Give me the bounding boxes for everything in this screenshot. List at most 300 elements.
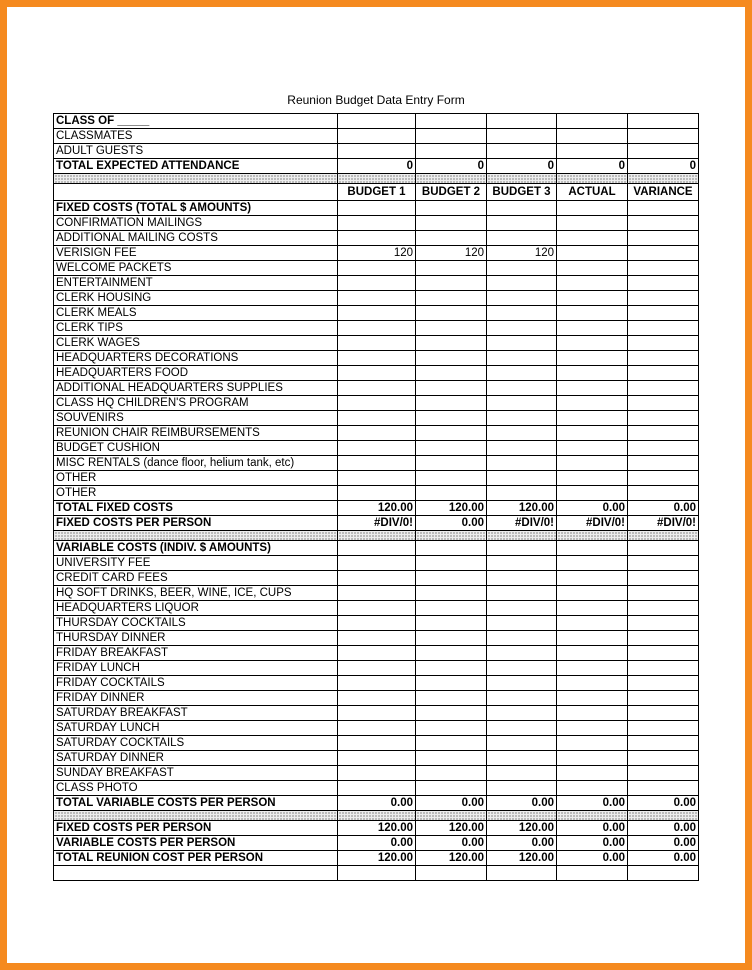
value-cell[interactable]: 120.00 bbox=[338, 501, 416, 516]
value-cell[interactable] bbox=[557, 231, 628, 246]
value-cell[interactable] bbox=[628, 691, 699, 706]
value-cell[interactable] bbox=[557, 291, 628, 306]
value-cell[interactable] bbox=[338, 676, 416, 691]
value-cell[interactable] bbox=[416, 396, 487, 411]
table-row bbox=[54, 486, 699, 501]
value-cell[interactable] bbox=[628, 246, 699, 261]
divider-cell bbox=[54, 811, 338, 821]
divider-cell bbox=[54, 174, 338, 184]
value-cell[interactable] bbox=[557, 351, 628, 366]
value-cell[interactable] bbox=[487, 201, 557, 216]
value-cell[interactable] bbox=[557, 486, 628, 501]
row-label: MISC RENTALS (dance floor, helium tank, etc) bbox=[54, 456, 338, 471]
value-cell[interactable]: 120.00 bbox=[338, 821, 416, 836]
row-label: TOTAL EXPECTED ATTENDANCE bbox=[54, 159, 338, 174]
value-cell[interactable] bbox=[628, 426, 699, 441]
table-row bbox=[54, 866, 699, 881]
value-cell[interactable] bbox=[487, 601, 557, 616]
value-cell[interactable] bbox=[487, 291, 557, 306]
value-cell[interactable] bbox=[628, 556, 699, 571]
table-row bbox=[54, 381, 699, 396]
value-cell[interactable] bbox=[416, 381, 487, 396]
value-cell[interactable] bbox=[338, 706, 416, 721]
value-cell[interactable] bbox=[557, 306, 628, 321]
table-row bbox=[54, 501, 699, 516]
value-cell[interactable]: 0.00 bbox=[628, 851, 699, 866]
value-cell[interactable] bbox=[487, 721, 557, 736]
value-cell[interactable] bbox=[628, 291, 699, 306]
value-cell[interactable] bbox=[416, 411, 487, 426]
value-cell[interactable] bbox=[416, 766, 487, 781]
value-cell[interactable] bbox=[416, 321, 487, 336]
value-cell[interactable] bbox=[338, 441, 416, 456]
value-cell[interactable] bbox=[557, 336, 628, 351]
section-divider-row bbox=[54, 174, 699, 184]
row-label: ADULT GUESTS bbox=[54, 144, 338, 159]
row-label: FIXED COSTS PER PERSON bbox=[54, 821, 338, 836]
value-cell[interactable] bbox=[557, 721, 628, 736]
value-cell[interactable] bbox=[338, 721, 416, 736]
value-cell[interactable] bbox=[338, 541, 416, 556]
value-cell[interactable] bbox=[487, 261, 557, 276]
value-cell[interactable]: 0.00 bbox=[557, 836, 628, 851]
row-label: VERISIGN FEE bbox=[54, 246, 338, 261]
value-cell[interactable] bbox=[338, 736, 416, 751]
value-cell[interactable]: 0.00 bbox=[628, 501, 699, 516]
divider-cell bbox=[54, 531, 338, 541]
value-cell[interactable]: #DIV/0! bbox=[487, 516, 557, 531]
value-cell[interactable]: 0.00 bbox=[557, 851, 628, 866]
value-cell[interactable] bbox=[338, 321, 416, 336]
value-cell[interactable] bbox=[557, 751, 628, 766]
table-row bbox=[54, 751, 699, 766]
value-cell[interactable] bbox=[557, 129, 628, 144]
section-divider-row bbox=[54, 811, 699, 821]
value-cell[interactable] bbox=[557, 456, 628, 471]
value-cell[interactable] bbox=[628, 411, 699, 426]
value-cell[interactable] bbox=[628, 706, 699, 721]
row-label: CLERK HOUSING bbox=[54, 291, 338, 306]
value-cell[interactable] bbox=[487, 426, 557, 441]
value-cell[interactable] bbox=[338, 556, 416, 571]
value-cell[interactable] bbox=[487, 321, 557, 336]
value-cell[interactable]: 0 bbox=[338, 159, 416, 174]
value-cell[interactable] bbox=[557, 556, 628, 571]
value-cell[interactable] bbox=[557, 471, 628, 486]
value-cell[interactable]: #DIV/0! bbox=[338, 516, 416, 531]
value-cell[interactable] bbox=[487, 129, 557, 144]
value-cell[interactable] bbox=[628, 866, 699, 881]
value-cell[interactable] bbox=[416, 276, 487, 291]
value-cell[interactable] bbox=[628, 114, 699, 129]
row-label: ADDITIONAL MAILING COSTS bbox=[54, 231, 338, 246]
table-row bbox=[54, 691, 699, 706]
value-cell[interactable] bbox=[338, 456, 416, 471]
value-cell[interactable] bbox=[338, 866, 416, 881]
value-cell[interactable]: 0.00 bbox=[557, 821, 628, 836]
value-cell[interactable] bbox=[628, 261, 699, 276]
value-cell[interactable]: 0.00 bbox=[416, 516, 487, 531]
value-cell[interactable] bbox=[416, 751, 487, 766]
budget-table-body bbox=[54, 114, 699, 881]
value-cell[interactable] bbox=[557, 441, 628, 456]
value-cell[interactable] bbox=[628, 441, 699, 456]
value-cell[interactable] bbox=[487, 216, 557, 231]
row-label: BUDGET CUSHION bbox=[54, 441, 338, 456]
value-cell[interactable] bbox=[338, 661, 416, 676]
divider-cell bbox=[628, 174, 699, 184]
value-cell[interactable]: #DIV/0! bbox=[628, 516, 699, 531]
value-cell[interactable] bbox=[487, 781, 557, 796]
value-cell[interactable] bbox=[416, 201, 487, 216]
value-cell[interactable] bbox=[416, 216, 487, 231]
value-cell[interactable] bbox=[416, 721, 487, 736]
table-row bbox=[54, 129, 699, 144]
value-cell[interactable] bbox=[416, 351, 487, 366]
value-cell[interactable] bbox=[628, 586, 699, 601]
value-cell[interactable] bbox=[338, 381, 416, 396]
value-cell[interactable] bbox=[557, 276, 628, 291]
value-cell[interactable] bbox=[628, 321, 699, 336]
value-cell[interactable] bbox=[487, 646, 557, 661]
value-cell[interactable] bbox=[416, 486, 487, 501]
value-cell[interactable] bbox=[416, 676, 487, 691]
row-label: VARIABLE COSTS PER PERSON bbox=[54, 836, 338, 851]
value-cell[interactable] bbox=[628, 631, 699, 646]
value-cell[interactable] bbox=[416, 129, 487, 144]
table-row bbox=[54, 231, 699, 246]
value-cell[interactable] bbox=[628, 676, 699, 691]
value-cell[interactable]: 0.00 bbox=[416, 836, 487, 851]
value-cell[interactable] bbox=[416, 646, 487, 661]
value-cell[interactable] bbox=[487, 586, 557, 601]
value-cell[interactable] bbox=[338, 411, 416, 426]
value-cell[interactable] bbox=[557, 691, 628, 706]
value-cell[interactable]: 120 bbox=[416, 246, 487, 261]
value-cell[interactable] bbox=[487, 736, 557, 751]
value-cell[interactable] bbox=[338, 571, 416, 586]
value-cell[interactable] bbox=[416, 291, 487, 306]
value-cell[interactable] bbox=[628, 129, 699, 144]
value-cell[interactable] bbox=[416, 631, 487, 646]
value-cell[interactable] bbox=[487, 571, 557, 586]
value-cell[interactable]: #DIV/0! bbox=[557, 516, 628, 531]
row-label: SATURDAY COCKTAILS bbox=[54, 736, 338, 751]
value-cell[interactable] bbox=[557, 676, 628, 691]
value-cell[interactable] bbox=[487, 486, 557, 501]
column-header: BUDGET 2 bbox=[416, 184, 487, 201]
value-cell[interactable] bbox=[557, 631, 628, 646]
value-cell[interactable] bbox=[487, 676, 557, 691]
value-cell[interactable] bbox=[416, 866, 487, 881]
row-label: HEADQUARTERS LIQUOR bbox=[54, 601, 338, 616]
value-cell[interactable] bbox=[628, 216, 699, 231]
value-cell[interactable] bbox=[338, 366, 416, 381]
value-cell[interactable] bbox=[557, 144, 628, 159]
value-cell[interactable] bbox=[628, 571, 699, 586]
row-label: WELCOME PACKETS bbox=[54, 261, 338, 276]
table-row bbox=[54, 781, 699, 796]
value-cell[interactable] bbox=[557, 866, 628, 881]
value-cell[interactable] bbox=[487, 691, 557, 706]
value-cell[interactable]: 120.00 bbox=[338, 851, 416, 866]
value-cell[interactable] bbox=[628, 306, 699, 321]
value-cell[interactable] bbox=[416, 231, 487, 246]
value-cell[interactable] bbox=[416, 441, 487, 456]
value-cell[interactable] bbox=[487, 396, 557, 411]
value-cell[interactable] bbox=[557, 706, 628, 721]
value-cell[interactable] bbox=[416, 691, 487, 706]
value-cell[interactable] bbox=[628, 396, 699, 411]
value-cell[interactable] bbox=[487, 351, 557, 366]
value-cell[interactable] bbox=[416, 556, 487, 571]
value-cell[interactable] bbox=[338, 114, 416, 129]
value-cell[interactable]: 0.00 bbox=[416, 796, 487, 811]
value-cell[interactable] bbox=[416, 601, 487, 616]
value-cell[interactable] bbox=[338, 351, 416, 366]
row-label: SATURDAY LUNCH bbox=[54, 721, 338, 736]
table-row bbox=[54, 441, 699, 456]
value-cell[interactable] bbox=[338, 291, 416, 306]
value-cell[interactable]: 0.00 bbox=[628, 836, 699, 851]
value-cell[interactable] bbox=[416, 661, 487, 676]
value-cell[interactable] bbox=[338, 276, 416, 291]
value-cell[interactable]: 120.00 bbox=[487, 851, 557, 866]
value-cell[interactable] bbox=[557, 616, 628, 631]
value-cell[interactable]: 0.00 bbox=[557, 796, 628, 811]
table-row bbox=[54, 366, 699, 381]
value-cell[interactable]: 0.00 bbox=[487, 796, 557, 811]
divider-cell bbox=[416, 531, 487, 541]
value-cell[interactable]: 0 bbox=[628, 159, 699, 174]
value-cell[interactable] bbox=[338, 261, 416, 276]
value-cell[interactable] bbox=[487, 456, 557, 471]
row-label: ADDITIONAL HEADQUARTERS SUPPLIES bbox=[54, 381, 338, 396]
value-cell[interactable] bbox=[487, 336, 557, 351]
value-cell[interactable]: 0 bbox=[557, 159, 628, 174]
value-cell[interactable] bbox=[557, 261, 628, 276]
table-row bbox=[54, 721, 699, 736]
table-row bbox=[54, 351, 699, 366]
value-cell[interactable]: 120.00 bbox=[416, 501, 487, 516]
value-cell[interactable] bbox=[338, 216, 416, 231]
table-row bbox=[54, 291, 699, 306]
row-label: REUNION CHAIR REIMBURSEMENTS bbox=[54, 426, 338, 441]
value-cell[interactable]: 0.00 bbox=[487, 836, 557, 851]
value-cell[interactable] bbox=[416, 781, 487, 796]
value-cell[interactable] bbox=[487, 751, 557, 766]
value-cell[interactable] bbox=[557, 114, 628, 129]
value-cell[interactable] bbox=[628, 751, 699, 766]
table-row bbox=[54, 246, 699, 261]
value-cell[interactable] bbox=[557, 216, 628, 231]
value-cell[interactable] bbox=[416, 471, 487, 486]
value-cell[interactable] bbox=[628, 351, 699, 366]
value-cell[interactable] bbox=[557, 426, 628, 441]
value-cell[interactable]: 0 bbox=[487, 159, 557, 174]
divider-cell bbox=[487, 531, 557, 541]
value-cell[interactable] bbox=[628, 736, 699, 751]
value-cell[interactable] bbox=[338, 231, 416, 246]
value-cell[interactable] bbox=[338, 751, 416, 766]
value-cell[interactable] bbox=[557, 646, 628, 661]
value-cell[interactable] bbox=[338, 471, 416, 486]
table-row bbox=[54, 676, 699, 691]
value-cell[interactable] bbox=[487, 276, 557, 291]
row-label: FRIDAY LUNCH bbox=[54, 661, 338, 676]
value-cell[interactable] bbox=[628, 661, 699, 676]
value-cell[interactable] bbox=[416, 571, 487, 586]
value-cell[interactable] bbox=[416, 616, 487, 631]
value-cell[interactable] bbox=[628, 646, 699, 661]
value-cell[interactable] bbox=[416, 366, 487, 381]
value-cell[interactable]: 0.00 bbox=[557, 501, 628, 516]
value-cell[interactable]: 0.00 bbox=[628, 821, 699, 836]
value-cell[interactable] bbox=[628, 144, 699, 159]
value-cell[interactable] bbox=[628, 616, 699, 631]
value-cell[interactable] bbox=[338, 336, 416, 351]
value-cell[interactable] bbox=[628, 541, 699, 556]
row-label: THURSDAY COCKTAILS bbox=[54, 616, 338, 631]
value-cell[interactable] bbox=[557, 411, 628, 426]
value-cell[interactable] bbox=[416, 541, 487, 556]
value-cell[interactable] bbox=[338, 766, 416, 781]
table-row bbox=[54, 796, 699, 811]
value-cell[interactable]: 0.00 bbox=[338, 796, 416, 811]
value-cell[interactable] bbox=[338, 631, 416, 646]
value-cell[interactable]: 120.00 bbox=[487, 821, 557, 836]
value-cell[interactable] bbox=[628, 366, 699, 381]
value-cell[interactable] bbox=[338, 201, 416, 216]
value-cell[interactable] bbox=[487, 381, 557, 396]
value-cell[interactable] bbox=[487, 471, 557, 486]
row-label: TOTAL FIXED COSTS bbox=[54, 501, 338, 516]
value-cell[interactable] bbox=[416, 306, 487, 321]
value-cell[interactable] bbox=[416, 426, 487, 441]
value-cell[interactable] bbox=[338, 601, 416, 616]
row-label: FRIDAY COCKTAILS bbox=[54, 676, 338, 691]
value-cell[interactable] bbox=[557, 321, 628, 336]
value-cell[interactable] bbox=[487, 766, 557, 781]
column-header: ACTUAL bbox=[557, 184, 628, 201]
value-cell[interactable] bbox=[416, 706, 487, 721]
value-cell[interactable] bbox=[557, 601, 628, 616]
value-cell[interactable]: 120 bbox=[338, 246, 416, 261]
value-cell[interactable] bbox=[416, 261, 487, 276]
value-cell[interactable] bbox=[557, 366, 628, 381]
value-cell[interactable] bbox=[487, 866, 557, 881]
divider-cell bbox=[338, 174, 416, 184]
value-cell[interactable] bbox=[338, 306, 416, 321]
divider-cell bbox=[338, 811, 416, 821]
value-cell[interactable] bbox=[416, 736, 487, 751]
value-cell[interactable] bbox=[628, 721, 699, 736]
value-cell[interactable] bbox=[338, 616, 416, 631]
table-row bbox=[54, 766, 699, 781]
value-cell[interactable] bbox=[487, 366, 557, 381]
value-cell[interactable] bbox=[557, 396, 628, 411]
value-cell[interactable] bbox=[628, 231, 699, 246]
value-cell[interactable] bbox=[487, 556, 557, 571]
value-cell[interactable] bbox=[338, 781, 416, 796]
divider-cell bbox=[487, 174, 557, 184]
value-cell[interactable] bbox=[487, 541, 557, 556]
value-cell[interactable] bbox=[487, 144, 557, 159]
value-cell[interactable] bbox=[628, 471, 699, 486]
value-cell[interactable] bbox=[338, 586, 416, 601]
value-cell[interactable] bbox=[628, 781, 699, 796]
value-cell[interactable] bbox=[628, 601, 699, 616]
value-cell[interactable]: 0 bbox=[416, 159, 487, 174]
divider-cell bbox=[557, 174, 628, 184]
value-cell[interactable] bbox=[416, 586, 487, 601]
value-cell[interactable] bbox=[628, 276, 699, 291]
value-cell[interactable]: 120 bbox=[487, 246, 557, 261]
value-cell[interactable] bbox=[487, 231, 557, 246]
budget-table bbox=[53, 113, 699, 881]
value-cell[interactable] bbox=[557, 661, 628, 676]
value-cell[interactable] bbox=[487, 706, 557, 721]
value-cell[interactable] bbox=[557, 201, 628, 216]
value-cell[interactable] bbox=[557, 766, 628, 781]
value-cell[interactable] bbox=[628, 201, 699, 216]
value-cell[interactable] bbox=[628, 336, 699, 351]
value-cell[interactable] bbox=[416, 144, 487, 159]
value-cell[interactable]: 0.00 bbox=[628, 796, 699, 811]
row-label: SUNDAY BREAKFAST bbox=[54, 766, 338, 781]
value-cell[interactable] bbox=[338, 144, 416, 159]
value-cell[interactable] bbox=[628, 766, 699, 781]
value-cell[interactable] bbox=[487, 114, 557, 129]
value-cell[interactable] bbox=[338, 646, 416, 661]
value-cell[interactable]: 0.00 bbox=[338, 836, 416, 851]
value-cell[interactable] bbox=[338, 691, 416, 706]
divider-cell bbox=[487, 811, 557, 821]
row-label: CLASSMATES bbox=[54, 129, 338, 144]
value-cell[interactable] bbox=[487, 411, 557, 426]
value-cell[interactable] bbox=[557, 541, 628, 556]
value-cell[interactable] bbox=[557, 381, 628, 396]
value-cell[interactable]: 120.00 bbox=[416, 821, 487, 836]
divider-cell bbox=[557, 531, 628, 541]
value-cell[interactable] bbox=[487, 616, 557, 631]
row-label: CLASS OF _____ bbox=[54, 114, 338, 129]
value-cell[interactable] bbox=[487, 441, 557, 456]
value-cell[interactable] bbox=[557, 586, 628, 601]
value-cell[interactable] bbox=[416, 336, 487, 351]
value-cell[interactable] bbox=[628, 381, 699, 396]
value-cell[interactable]: 120.00 bbox=[487, 501, 557, 516]
value-cell[interactable] bbox=[487, 631, 557, 646]
value-cell[interactable] bbox=[628, 486, 699, 501]
value-cell[interactable] bbox=[416, 456, 487, 471]
value-cell[interactable] bbox=[557, 571, 628, 586]
value-cell[interactable]: 120.00 bbox=[416, 851, 487, 866]
value-cell[interactable] bbox=[338, 396, 416, 411]
value-cell[interactable] bbox=[338, 129, 416, 144]
table-row bbox=[54, 571, 699, 586]
value-cell[interactable] bbox=[487, 661, 557, 676]
value-cell[interactable] bbox=[557, 246, 628, 261]
value-cell[interactable] bbox=[628, 456, 699, 471]
value-cell[interactable] bbox=[416, 114, 487, 129]
value-cell[interactable] bbox=[487, 306, 557, 321]
value-cell[interactable] bbox=[557, 736, 628, 751]
value-cell[interactable] bbox=[338, 426, 416, 441]
divider-cell bbox=[557, 811, 628, 821]
value-cell[interactable] bbox=[557, 781, 628, 796]
value-cell[interactable] bbox=[338, 486, 416, 501]
